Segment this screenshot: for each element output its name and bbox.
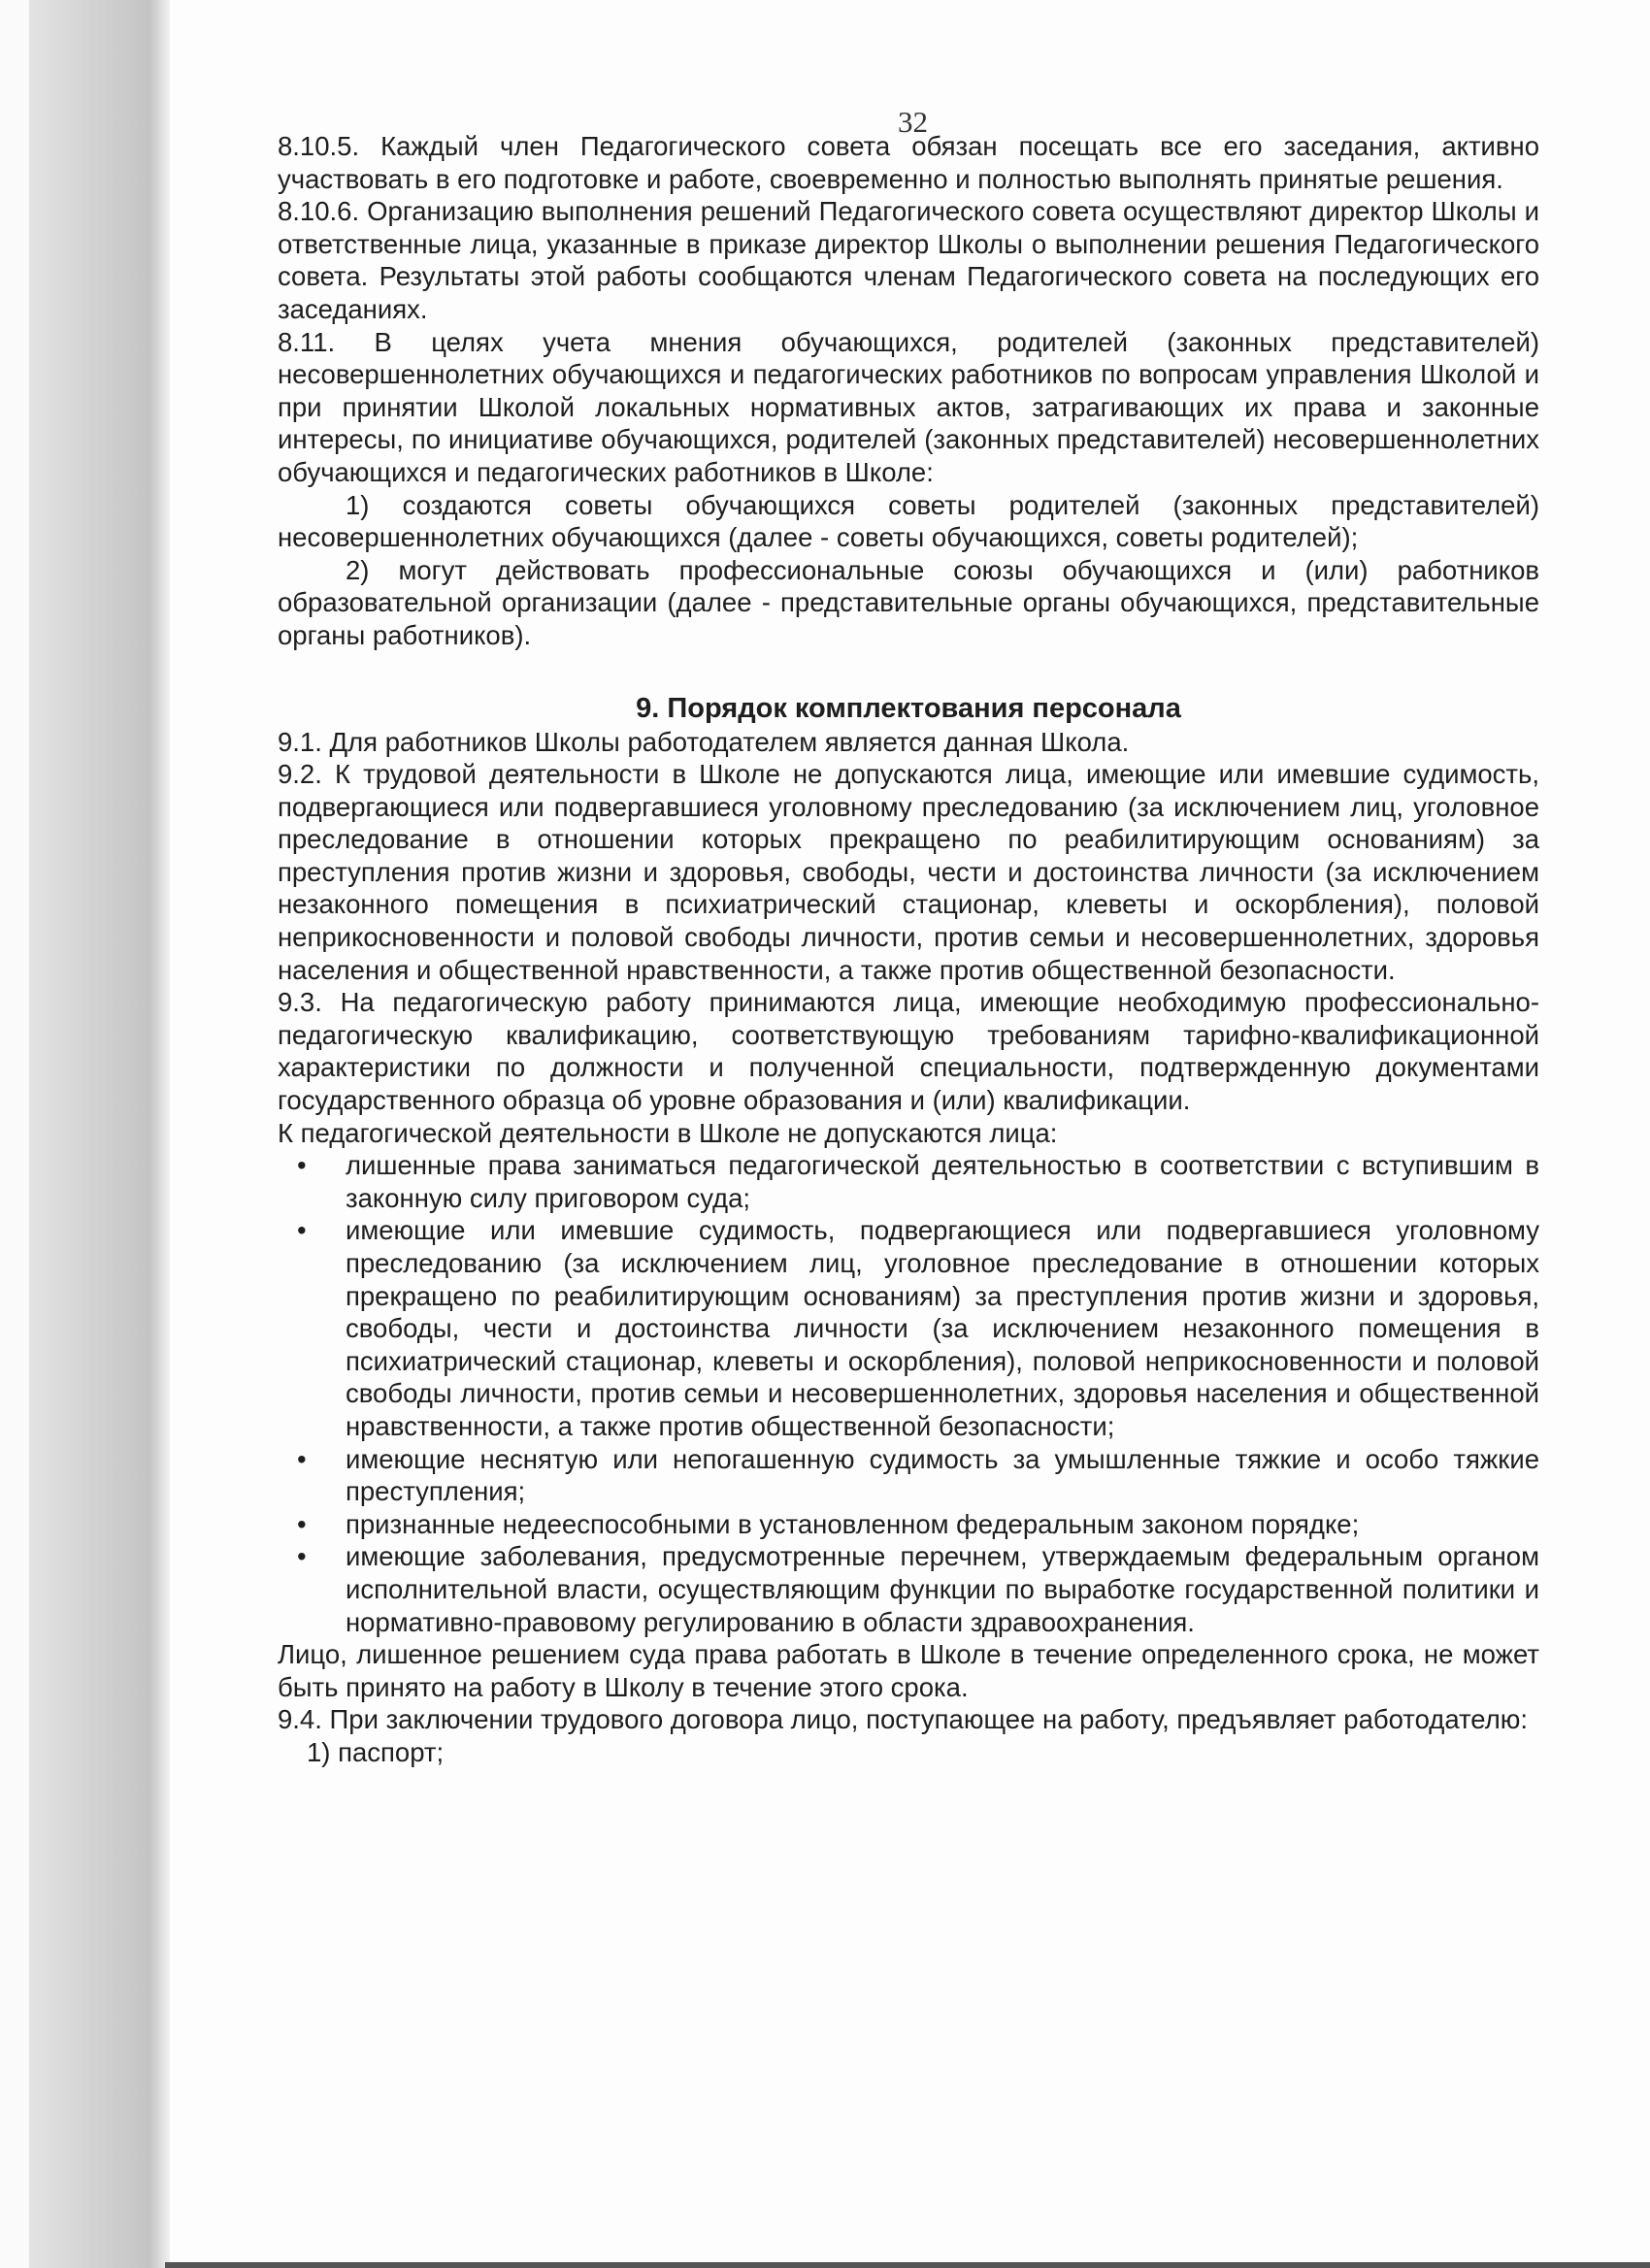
bullet-item [297, 1214, 1539, 1442]
bullet-item [297, 1508, 1539, 1541]
scan-margin [0, 0, 29, 2268]
bullet-item [297, 1149, 1539, 1214]
section-heading: 9. Порядок комплектования персонала [636, 692, 1181, 724]
paragraph-9-2: 9.2. К трудовой деятельности в Школе не допускаются лица, имеющие или имевшие судимость, подвергающиеся или подвергавшиеся уголовному преследованию (за исключением лиц, уголовное преследование в отношении которых прекращено по реабилитирующим основаниям) за преступления против жизни и здоровья, свободы, чести и достоинства личности (за исключением незаконного помещения в психиатрический стационар, клеветы и оскорбления), половой неприкосновенности и половой свободы личности, против семьи и несовершеннолетних, здоровья населения и общественной нравственности, а также против общественной безопасности. [278, 759, 1539, 985]
bullet-text: имеющие или имевшие судимость, подвергающиеся или подвергавшиеся уголовному преследованию (за исключением лиц, уголовное преследование в отношении которых прекращено по реабилитирующим основаниям) за преступления против жизни и здоровья, свободы, чести и достоинства личности (за исключением незаконного помещения в психиатрический стационар, клеветы и оскорбления), половой неприкосновенности и половой свободы личности, против семьи и несовершеннолетних, здоровья населения и общественной нравственности, а также против общественной безопасности; [346, 1215, 1539, 1441]
page-number: 32 [898, 105, 928, 139]
paragraph-9-1: 9.1. Для работников Школы работодателем является данная Школа. [278, 726, 1130, 757]
paragraph-exclusions-intro: К педагогической деятельности в Школе не допускаются лица: [278, 1117, 1058, 1148]
list-item-9-4-1: 1) паспорт; [307, 1736, 445, 1767]
bullet-text: признанные недееспособными в установленном федеральным законом порядке; [346, 1508, 1360, 1539]
bullet-item [297, 1443, 1539, 1508]
paragraph-8-10-5: 8.10.5. Каждый член Педагогического совета обязан посещать все его заседания, активно участвовать в его подготовке и работе, своевременно и полностью выполнять принятые решения. [278, 131, 1539, 194]
paragraph-8-10-6: 8.10.6. Организацию выполнения решений Педагогического совета осуществляют директор Школы и ответственные лица, указанные в приказе директор Школы о выполнении решения Педагогического совета. Результаты этой работы сообщаются членам Педагогического совета на последующих его заседаниях. [278, 196, 1539, 324]
bullet-icon: • [297, 1541, 307, 1572]
paragraph-9-4: 9.4. При заключении трудового договора лицо, поступающее на работу, предъявляет работодателю: [278, 1704, 1529, 1735]
list-item-8-11-1: 1) создаются советы обучающихся советы родителей (законных представителей) несовершеннолетних обучающихся (далее - советы обучающихся, советы родителей); [278, 489, 1539, 553]
bullet-icon: • [297, 1215, 307, 1246]
scan-bottom-border [165, 2262, 1650, 2268]
bullet-icon: • [297, 1443, 307, 1474]
document-body [278, 130, 1539, 1769]
bullet-text: имеющие заболевания, предусмотренные перечнем, утверждаемым федеральным органом исполнительной власти, осуществляющим функции по выработке государственной политики и нормативно-правовому регулированию в области здравоохранения. [346, 1541, 1539, 1637]
bullet-item [297, 1540, 1539, 1638]
bullet-text: лишенные права заниматься педагогической деятельностью в соответствии с вступившим в законную силу приговором суда; [346, 1150, 1539, 1213]
paragraph-8-11: 8.11. В целях учета мнения обучающихся, родителей (законных представителей) несовершеннолетних обучающихся и педагогических работников по вопросам управления Школой и при принятии Школой локальных нормативных актов, затрагивающих их права и законные интересы, по инициативе обучающихся, родителей (законных представителей) несовершеннолетних обучающихся и педагогических работников в Школе: [278, 326, 1539, 487]
bullet-icon: • [297, 1150, 307, 1181]
bullet-text: имеющие неснятую или непогашенную судимость за умышленные тяжкие и особо тяжкие преступления; [346, 1443, 1539, 1507]
bullet-icon: • [297, 1508, 307, 1539]
paragraph-court-ban: Лицо, лишенное решением суда права работать в Школе в течение определенного срока, не может быть принято на работу в Школу в течение этого срока. [278, 1639, 1539, 1702]
exclusions-list [278, 1149, 1539, 1638]
paragraph-9-3: 9.3. На педагогическую работу принимаются лица, имеющие необходимую профессионально-педагогическую квалификацию, соответствующую требованиям тарифно-квалификационной характеристики по должности и полученной специальности, подтвержденную документами государственного образца об уровне образования и (или) квалификации. [278, 987, 1539, 1116]
list-item-8-11-2: 2) могут действовать профессиональные союзы обучающихся и (или) работников образовательной организации (далее - представительные органы обучающихся, представительные органы работников). [278, 554, 1539, 650]
